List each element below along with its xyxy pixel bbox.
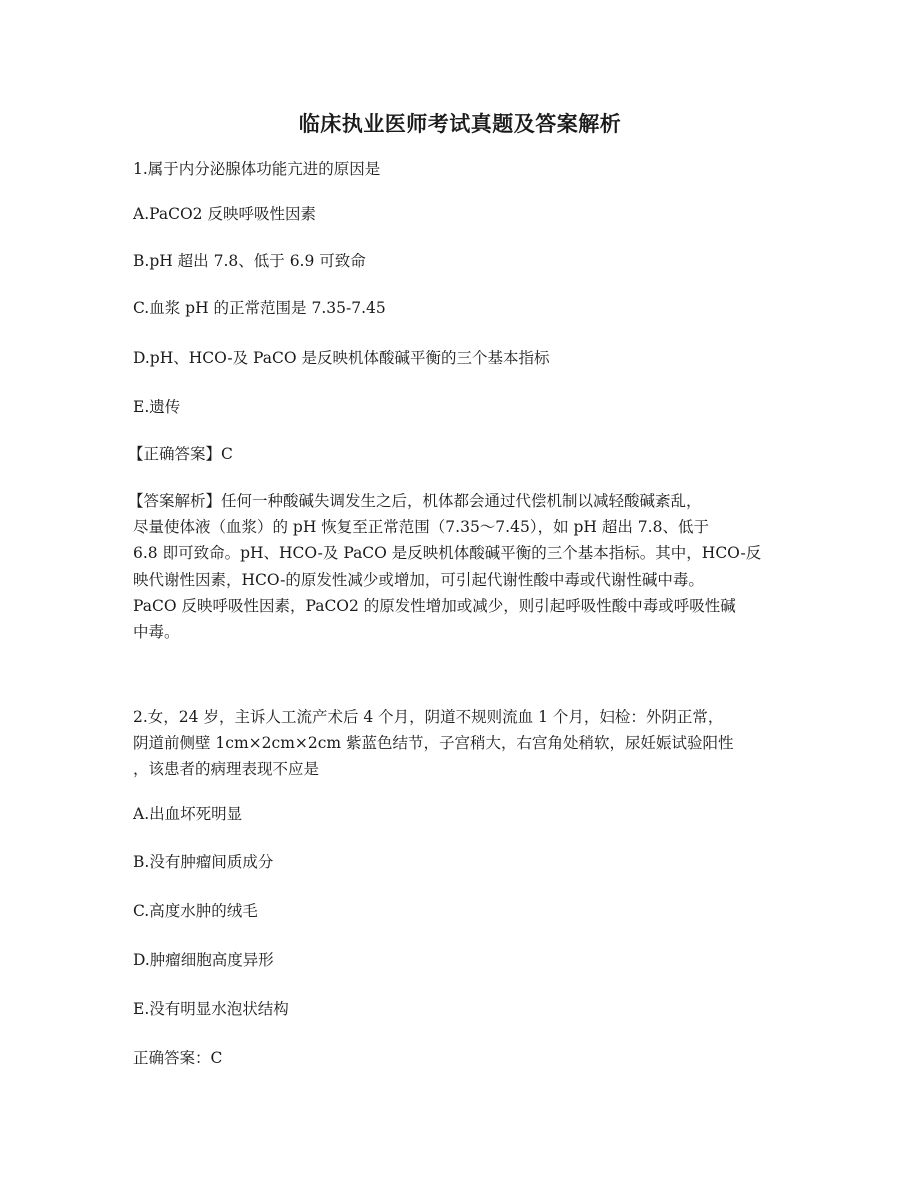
question-1-option-d: D.pH、HCO-及 PaCO 是反映机体酸碱平衡的三个基本指标 <box>133 349 550 367</box>
analysis-line: 中毒。 <box>133 623 180 642</box>
analysis-line: 尽量使体液（血浆）的 pH 恢复至正常范围（7.35～7.45），如 pH 超出 7.8、低于 <box>133 518 709 537</box>
question-2-option-e: E.没有明显水泡状结构 <box>133 1000 289 1018</box>
question-1-stem: 1.属于内分泌腺体功能亢进的原因是 <box>133 160 381 178</box>
question-2-answer: 正确答案：C <box>133 1049 223 1067</box>
question-2-stem-line: 2.女，24 岁，主诉人工流产术后 4 个月，阴道不规则流血 1 个月，妇检：外阴正常， <box>133 708 724 726</box>
question-1-option-b: B.pH 超出 7.8、低于 6.9 可致命 <box>133 252 366 270</box>
analysis-line: PaCO 反映呼吸性因素，PaCO2 的原发性增加或减少，则引起呼吸性酸中毒或呼吸性碱 <box>133 596 736 615</box>
question-1-answer: 【正确答案】C <box>128 445 233 463</box>
question-2-option-d: D.肿瘤细胞高度异形 <box>133 951 274 969</box>
analysis-line: 【答案解析】任何一种酸碱失调发生之后，机体都会通过代偿机制以减轻酸碱紊乱， <box>128 492 702 510</box>
question-2-option-c: C.高度水肿的绒毛 <box>133 902 258 920</box>
question-1-option-e: E.遗传 <box>133 398 181 416</box>
question-1-analysis <box>128 488 783 645</box>
question-2-stem <box>133 704 788 783</box>
question-2-option-a: A.出血坏死明显 <box>133 805 243 823</box>
question-2-option-b: B.没有肿瘤间质成分 <box>133 853 274 871</box>
document-title: 临床执业医师考试真题及答案解析 <box>298 111 622 136</box>
question-1-option-a: A.PaCO2 反映呼吸性因素 <box>133 205 316 223</box>
question-2-stem-line: 阴道前侧壁 1cm×2cm×2cm 紫蓝色结节，子宫稍大，右宫角处稍软，尿妊娠试验阳性 <box>133 734 734 753</box>
analysis-line: 6.8 即可致命。pH、HCO-及 PaCO 是反映机体酸碱平衡的三个基本指标。其中，HCO-反 <box>133 544 762 563</box>
analysis-line: 映代谢性因素，HCO-的原发性减少或增加，可引起代谢性酸中毒或代谢性碱中毒。 <box>133 570 704 589</box>
question-1-option-c: C.血浆 pH 的正常范围是 7.35-7.45 <box>133 299 386 317</box>
question-2-stem-line: ，该患者的病理表现不应是 <box>133 760 320 779</box>
